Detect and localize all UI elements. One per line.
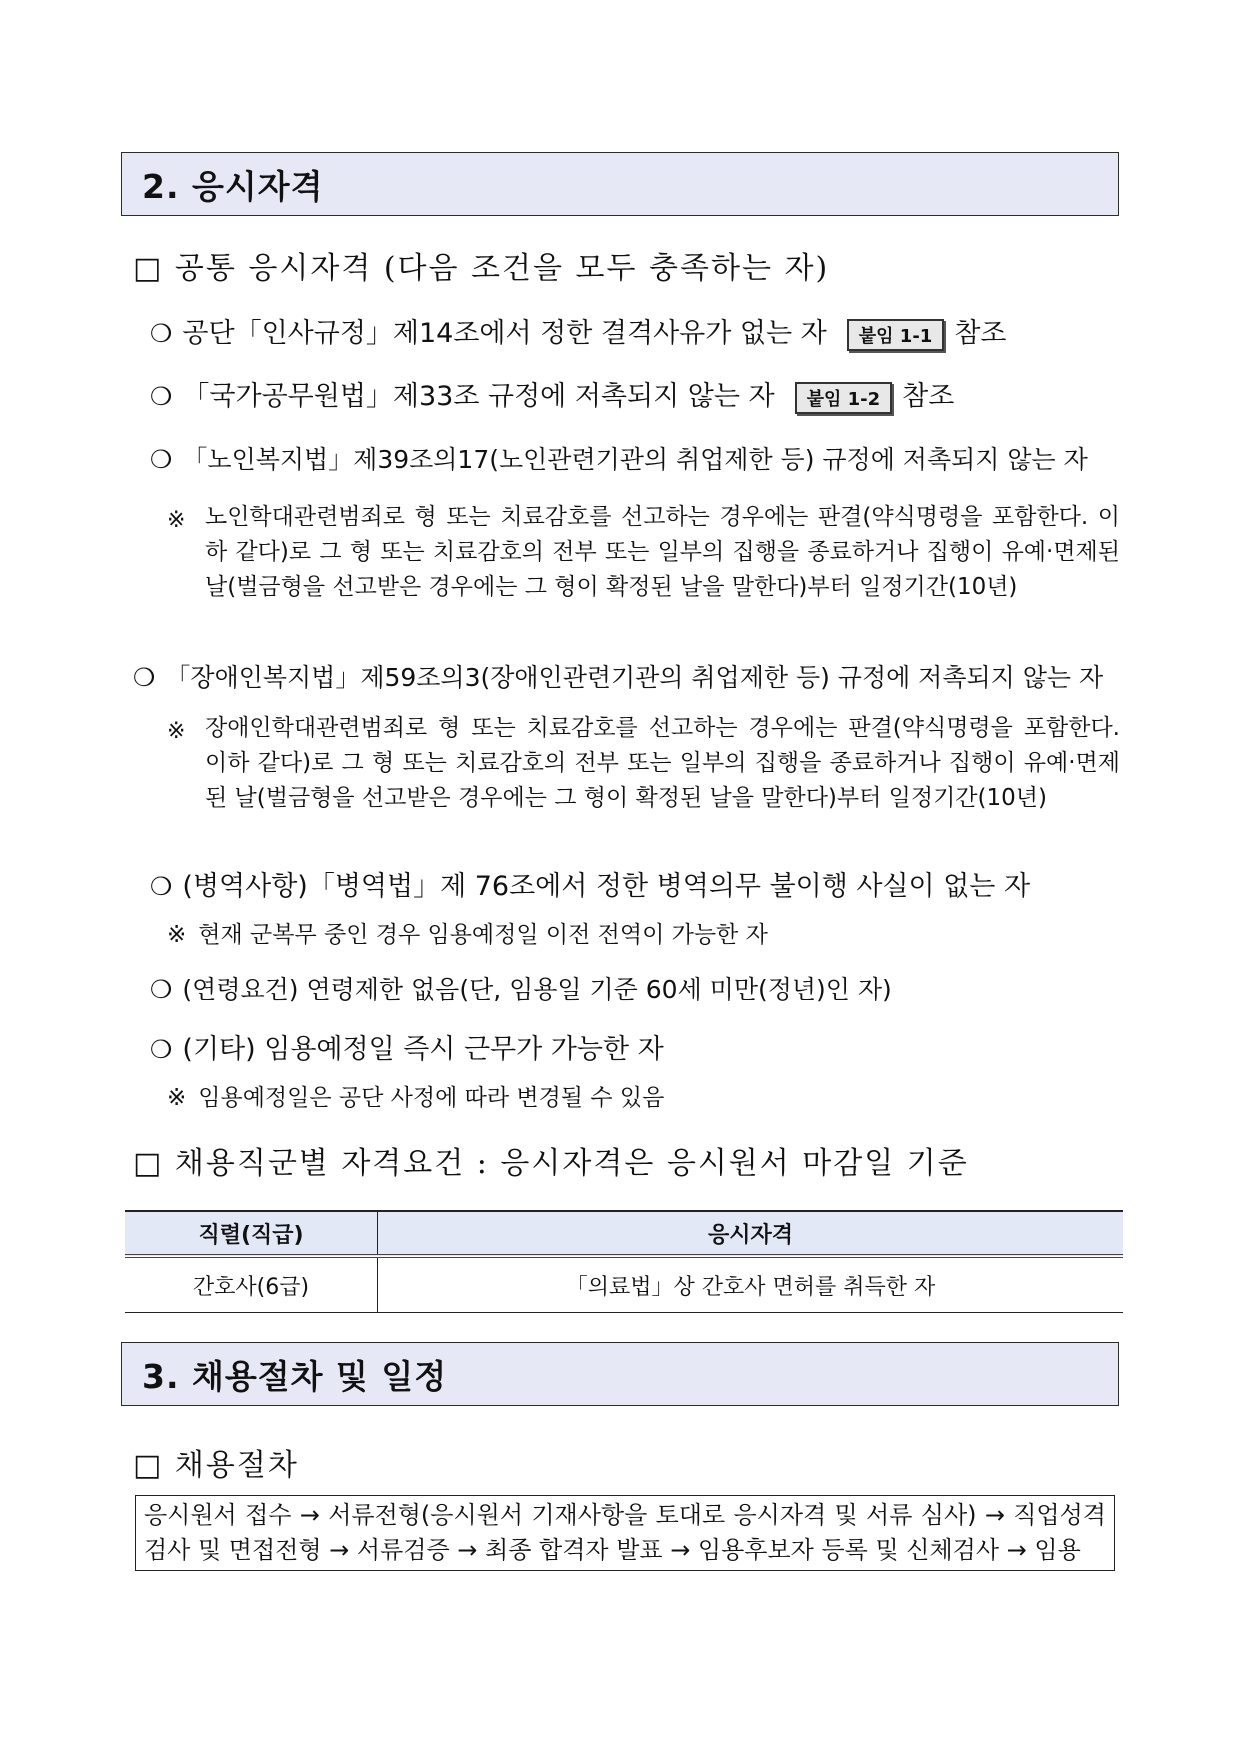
attachment-badge: 붙임 1-2: [795, 382, 893, 414]
qualification-text: 공단「인사규정」제14조에서 정한 결격사유가 없는 자: [182, 318, 827, 349]
note-4: [167, 1081, 664, 1116]
note-text: 노인학대관련범죄로 형 또는 치료감호를 선고하는 경우에는 판결(약식명령을 포함한다. 이하 같다)로 그 형 또는 치료감호의 전부 또는 일부의 집행을 종료하거나 집행이 유예‧면제된 날(벌금형을 선고받은 경우에는 그 형이 확정된 날을 말한다)부터 일정기간(10년): [205, 504, 1120, 600]
reference-suffix: 참조: [902, 381, 955, 412]
common-qualifications-heading: □ 공통 응시자격 (다음 조건을 모두 충족하는 자): [133, 251, 830, 286]
circle-bullet-icon: ❍: [150, 872, 173, 901]
table-cell-position: 간호사(6급): [125, 1256, 378, 1313]
reference-mark-icon: ※: [167, 1085, 187, 1111]
qualification-item-5: [150, 864, 1030, 903]
qualification-text: 「국가공무원법」제33조 규정에 저촉되지 않는 자: [182, 381, 775, 412]
circle-bullet-icon: ❍: [150, 445, 173, 474]
qualification-item-4: [133, 658, 1103, 694]
circle-bullet-icon: ❍: [150, 319, 173, 348]
section-3-header: [121, 1342, 1119, 1406]
qualification-item-6: [150, 970, 892, 1006]
section-2-title: 2. 응시자격: [142, 166, 324, 206]
qualification-text: (기타) 임용예정일 즉시 근무가 가능한 자: [182, 1034, 664, 1065]
reference-mark-icon: ※: [167, 508, 186, 533]
qualification-text: (병역사항)「병역법」제 76조에서 정한 병역의무 불이행 사실이 없는 자: [182, 871, 1031, 902]
reference-mark-icon: ※: [167, 922, 187, 948]
note-text: 장애인학대관련범죄로 형 또는 치료감호를 선고하는 경우에는 판결(약식명령을 포함한다. 이하 같다)로 그 형 또는 치료감호의 전부 또는 일부의 집행을 종료하거나 집행이 유예‧면제된 날(벌금형을 선고받은 경우에는 그 형이 확정된 날을 말한다)부터 일정기간(10년): [205, 715, 1120, 811]
qualification-table: [125, 1210, 1123, 1313]
section-3-title: 3. 채용절차 및 일정: [142, 1356, 448, 1396]
qualification-item-2: [150, 374, 954, 414]
qualification-text: (연령요건) 연령제한 없음(단, 임용일 기준 60세 미만(정년)인 자): [182, 975, 892, 1004]
note-text: 현재 군복무 중인 경우 임용예정일 이전 전역이 가능한 자: [198, 922, 768, 948]
column-header-position: 직렬(직급): [125, 1211, 378, 1256]
note-text: 임용예정일은 공단 사정에 따라 변경될 수 있음: [198, 1085, 665, 1111]
column-header-qualification: 응시자격: [378, 1211, 1124, 1256]
circle-bullet-icon: ❍: [150, 975, 173, 1004]
process-box: [135, 1495, 1115, 1571]
circle-bullet-icon: ❍: [150, 1035, 173, 1064]
process-heading: □ 채용절차: [133, 1448, 299, 1483]
qualification-text: 「노인복지법」제39조의17(노인관련기관의 취업제한 등) 규정에 저촉되지 않는 자: [182, 445, 1088, 474]
reference-mark-icon: ※: [167, 719, 186, 744]
note-3: [167, 918, 768, 953]
circle-bullet-icon: ❍: [133, 663, 156, 692]
circle-bullet-icon: ❍: [150, 382, 173, 411]
table-header-row: [125, 1211, 1123, 1256]
job-qualifications-heading: □ 채용직군별 자격요건 : 응시자격은 응시원서 마감일 기준: [133, 1146, 969, 1181]
table-row: [125, 1256, 1123, 1313]
qualification-text: 「장애인복지법」제59조의3(장애인관련기관의 취업제한 등) 규정에 저촉되지 않는 자: [165, 663, 1104, 692]
section-2-header: [121, 152, 1119, 216]
table-cell-qualification: 「의료법」상 간호사 면허를 취득한 자: [378, 1256, 1124, 1313]
reference-suffix: 참조: [954, 318, 1007, 349]
qualification-item-3: [150, 440, 1088, 476]
attachment-badge: 붙임 1-1: [847, 319, 945, 351]
process-text: 응시원서 접수 → 서류전형(응시원서 기재사항을 토대로 응시자격 및 서류 심사) → 직업성격 검사 및 면접전형 → 서류검증 → 최종 합격자 발표 → 임용후보자 등록 및 신체검사 → 임용: [144, 1501, 1106, 1564]
qualification-item-1: [150, 311, 1006, 351]
qualification-item-7: [150, 1027, 664, 1066]
